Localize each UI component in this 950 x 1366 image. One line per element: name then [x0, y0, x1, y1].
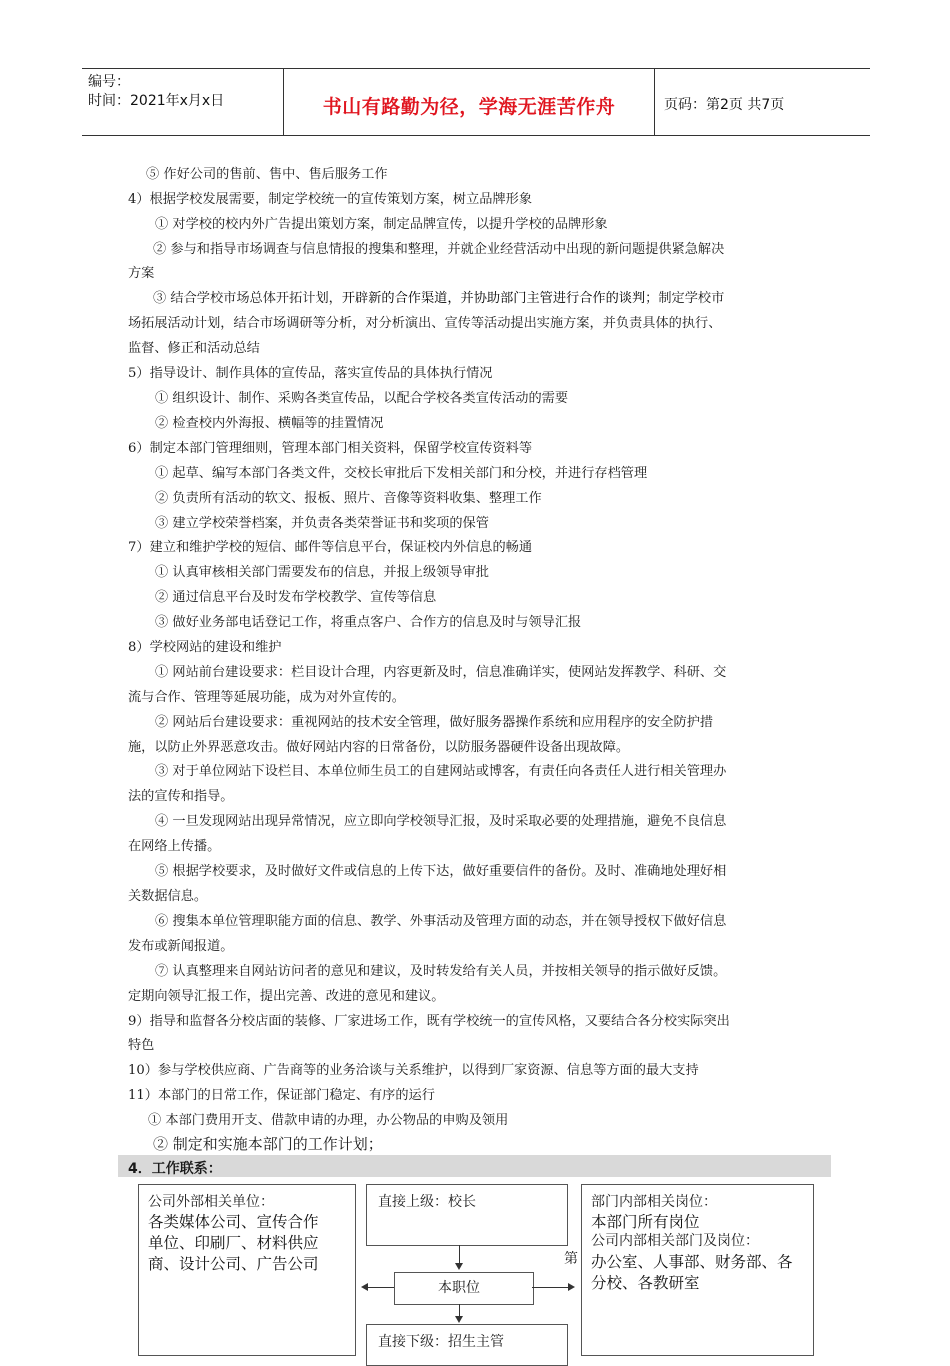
text-line: 监督、修正和活动总结 [128, 341, 260, 356]
text-line: ⑥ 搜集本单位管理职能方面的信息、教学、外事活动及管理方面的动态，并在领导授权下做好信息 [155, 914, 727, 929]
internal-departments-label: 公司内部相关部门及岗位： [591, 1233, 759, 1249]
emphasis-text: 开辟新的合作渠道，并协助部门主管进行合作的谈判 [341, 291, 646, 306]
text-line: ⑤ 作好公司的售前、售中、售后服务工作 [146, 167, 388, 182]
text-line: ① 起草、编写本部门各类文件，交校长审批后下发相关部门和分校，并进行存档管理 [155, 466, 648, 481]
text-line: 方案 [128, 266, 155, 281]
text-line: 8）学校网站的建设和维护 [128, 640, 282, 655]
text-line: 4）根据学校发展需要，制定学校统一的宣传策划方案，树立品牌形象 [128, 192, 533, 207]
text-line: ② 参与和指导市场调查与信息情报的搜集和整理，并就企业经营活动中出现的新问题提供紧急解决 [153, 242, 725, 257]
text-line: 发布或新闻报道。 [128, 939, 234, 954]
internal-departments-line: 分校、各教研室 [591, 1274, 700, 1292]
text-line: ① 认真审核相关部门需要发布的信息，并报上级领导审批 [155, 565, 489, 580]
internal-departments-line: 办公室、人事部、财务部、各 [591, 1253, 793, 1271]
text-line: ③ 做好业务部电话登记工作，将重点客户、合作方的信息及时与领导汇报 [155, 615, 582, 630]
text-line: ① 组织设计、制作、采购各类宣传品，以配合学校各类宣传活动的需要 [155, 391, 569, 406]
text-line: 关数据信息。 [128, 889, 208, 904]
header-divider-right [654, 68, 655, 136]
external-units-label: 公司外部相关单位： [148, 1194, 274, 1210]
text-line: 定期向领导汇报工作，提出完善、改进的意见和建议。 [128, 989, 445, 1004]
text-line: ① 对学校的校内外广告提出策划方案，制定品牌宣传，以提升学校的品牌形象 [155, 217, 608, 232]
direct-subordinate-label: 直接下级：招生主管 [378, 1334, 504, 1350]
this-position-label: 本职位 [438, 1280, 480, 1296]
text-line: 6）制定本部门管理细则，管理本部门相关资料，保留学校宣传资料等 [128, 441, 533, 456]
text-line: ② 负责所有活动的软文、报板、照片、音像等资料收集、整理工作 [155, 491, 542, 506]
header-motto: 书山有路勤为径，学海无涯苦作舟 [322, 96, 616, 118]
text-line [153, 287, 724, 306]
text-line: 9）指导和监督各分校店面的装修、厂家进场工作，既有学校统一的宣传风格，又要结合各分校实际突出 [128, 1014, 730, 1029]
arrow-left-icon [361, 1283, 368, 1291]
text-line: ① 网站前台建设要求：栏目设计合理，内容更新及时，信息准确详实，使网站发挥教学、科研、交 [155, 665, 727, 680]
connector-line [459, 1304, 460, 1316]
connector-line [532, 1287, 568, 1288]
connector-line [459, 1245, 460, 1263]
text-line: 特色 [128, 1038, 155, 1053]
side-marker-text: 第 [564, 1251, 578, 1267]
arrow-right-icon [568, 1283, 575, 1291]
text-line: ③ 建立学校荣誉档案，并负责各类荣誉证书和奖项的保管 [155, 516, 489, 531]
text-line: 7）建立和维护学校的短信、邮件等信息平台，保证校内外信息的畅通 [128, 540, 533, 555]
text-line: ④ 一旦发现网站出现异常情况，应立即向学校领导汇报，及时采取必要的处理措施，避免不良信息 [155, 814, 727, 829]
text-line: 在网络上传播。 [128, 839, 221, 854]
arrow-down-icon [455, 1316, 463, 1323]
text-line: ② 检查校内外海报、横幅等的挂置情况 [155, 416, 384, 431]
internal-positions-content: 本部门所有岗位 [591, 1213, 700, 1231]
connector-line [368, 1287, 394, 1288]
text-line: ⑦ 认真整理来自网站访问者的意见和建议，及时转发给有关人员，并按相关领导的指示做好反馈。 [155, 964, 727, 979]
text-line: 流与合作、管理等延展功能，成为对外宣传的。 [128, 690, 405, 705]
section-heading-bar [118, 1155, 831, 1177]
text-line: ⑤ 根据学校要求，及时做好文件或信息的上传下达，做好重要信件的备份。及时、准确地处理好相 [155, 864, 727, 879]
header-date: 时间：2021年x月x日 [88, 93, 225, 109]
external-units-line: 商、设计公司、广告公司 [148, 1255, 319, 1273]
header-bottom-rule [82, 135, 870, 136]
text-line: 施，以防止外界恶意攻击。做好网站内容的日常备份，以防服务器硬件设备出现故障。 [128, 740, 630, 755]
text-line: 10）参与学校供应商、广告商等的业务洽谈与关系维护，以得到厂家资源、信息等方面的最大支持 [128, 1063, 699, 1078]
header-page-number: 页码：第2页 共7页 [664, 97, 785, 113]
text-line-part: ；制定学校市 [645, 291, 725, 306]
text-line: ① 本部门费用开支、借款申请的办理，办公物品的申购及领用 [148, 1113, 509, 1128]
text-line: 场拓展活动计划，结合市场调研等分析，对分析演出、宣传等活动提出实施方案，并负责具体的执行、 [128, 316, 722, 331]
text-line: 11）本部门的日常工作，保证部门稳定、有序的运行 [128, 1088, 435, 1103]
arrow-down-icon [455, 1263, 463, 1270]
text-line-part: ③ 结合学校市场总体开拓计划， [153, 291, 342, 306]
header-top-rule [82, 68, 870, 69]
text-line: ③ 对于单位网站下设栏目、本单位师生员工的自建网站或博客，有责任向各责任人进行相关管理办 [155, 764, 727, 779]
text-line: ② 通过信息平台及时发布学校教学、宣传等信息 [155, 590, 437, 605]
text-line: ② 网站后台建设要求：重视网站的技术安全管理，做好服务器操作系统和应用程序的安全防护措 [155, 715, 714, 730]
section-title: 4．工作联系： [128, 1161, 222, 1177]
text-line: 5）指导设计、制作具体的宣传品，落实宣传品的具体执行情况 [128, 366, 493, 381]
text-line: ② 制定和实施本部门的工作计划； [153, 1135, 383, 1153]
text-line: 法的宣传和指导。 [128, 789, 234, 804]
external-units-line: 各类媒体公司、宣传合作 [148, 1213, 319, 1231]
header-number: 编号： [88, 74, 130, 90]
internal-positions-label: 部门内部相关岗位： [591, 1194, 717, 1210]
direct-superior-label: 直接上级：校长 [378, 1194, 476, 1210]
external-units-line: 单位、印刷厂、材料供应 [148, 1234, 319, 1252]
